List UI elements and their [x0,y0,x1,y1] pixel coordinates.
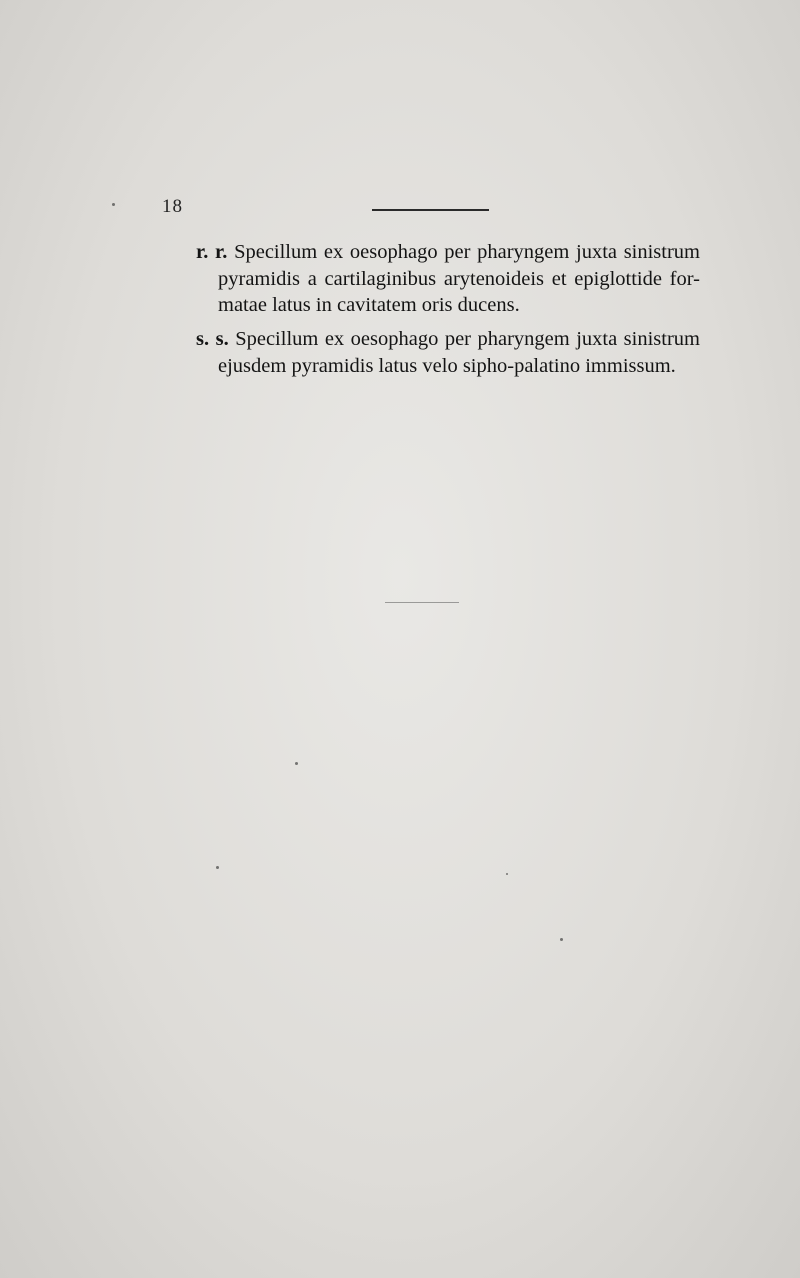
paper-speck [216,866,219,869]
entry-line: pyramidis a cartilaginibus arytenoideis et epiglottide for- [218,267,700,290]
entry-line-text: Specillum ex oesophago per pharyngem juxta sinistrum [235,328,700,350]
entry-text [196,239,700,319]
entry-line: matae latus in cavitatem oris ducens. [218,294,520,316]
paper-speck [506,873,508,875]
legend-entry-s [196,326,700,379]
entry-line [196,326,700,353]
paper-speck [295,762,298,765]
reverse-side-rule [385,602,459,603]
page-number: 18 [162,196,183,217]
entry-text [196,326,700,379]
header-rule [372,209,489,211]
legend-entry-r [196,239,700,319]
entry-line [196,239,700,266]
entry-line-text: Specillum ex oesophago per pharyngem juxta sinistrum [234,241,701,263]
paper-speck [560,938,563,941]
entry-line: ejusdem pyramidis latus velo sipho-palatino immissum. [218,354,676,377]
entry-marker: s. s. [196,328,229,350]
entry-marker: r. r. [196,241,228,263]
paper-speck [112,203,115,206]
